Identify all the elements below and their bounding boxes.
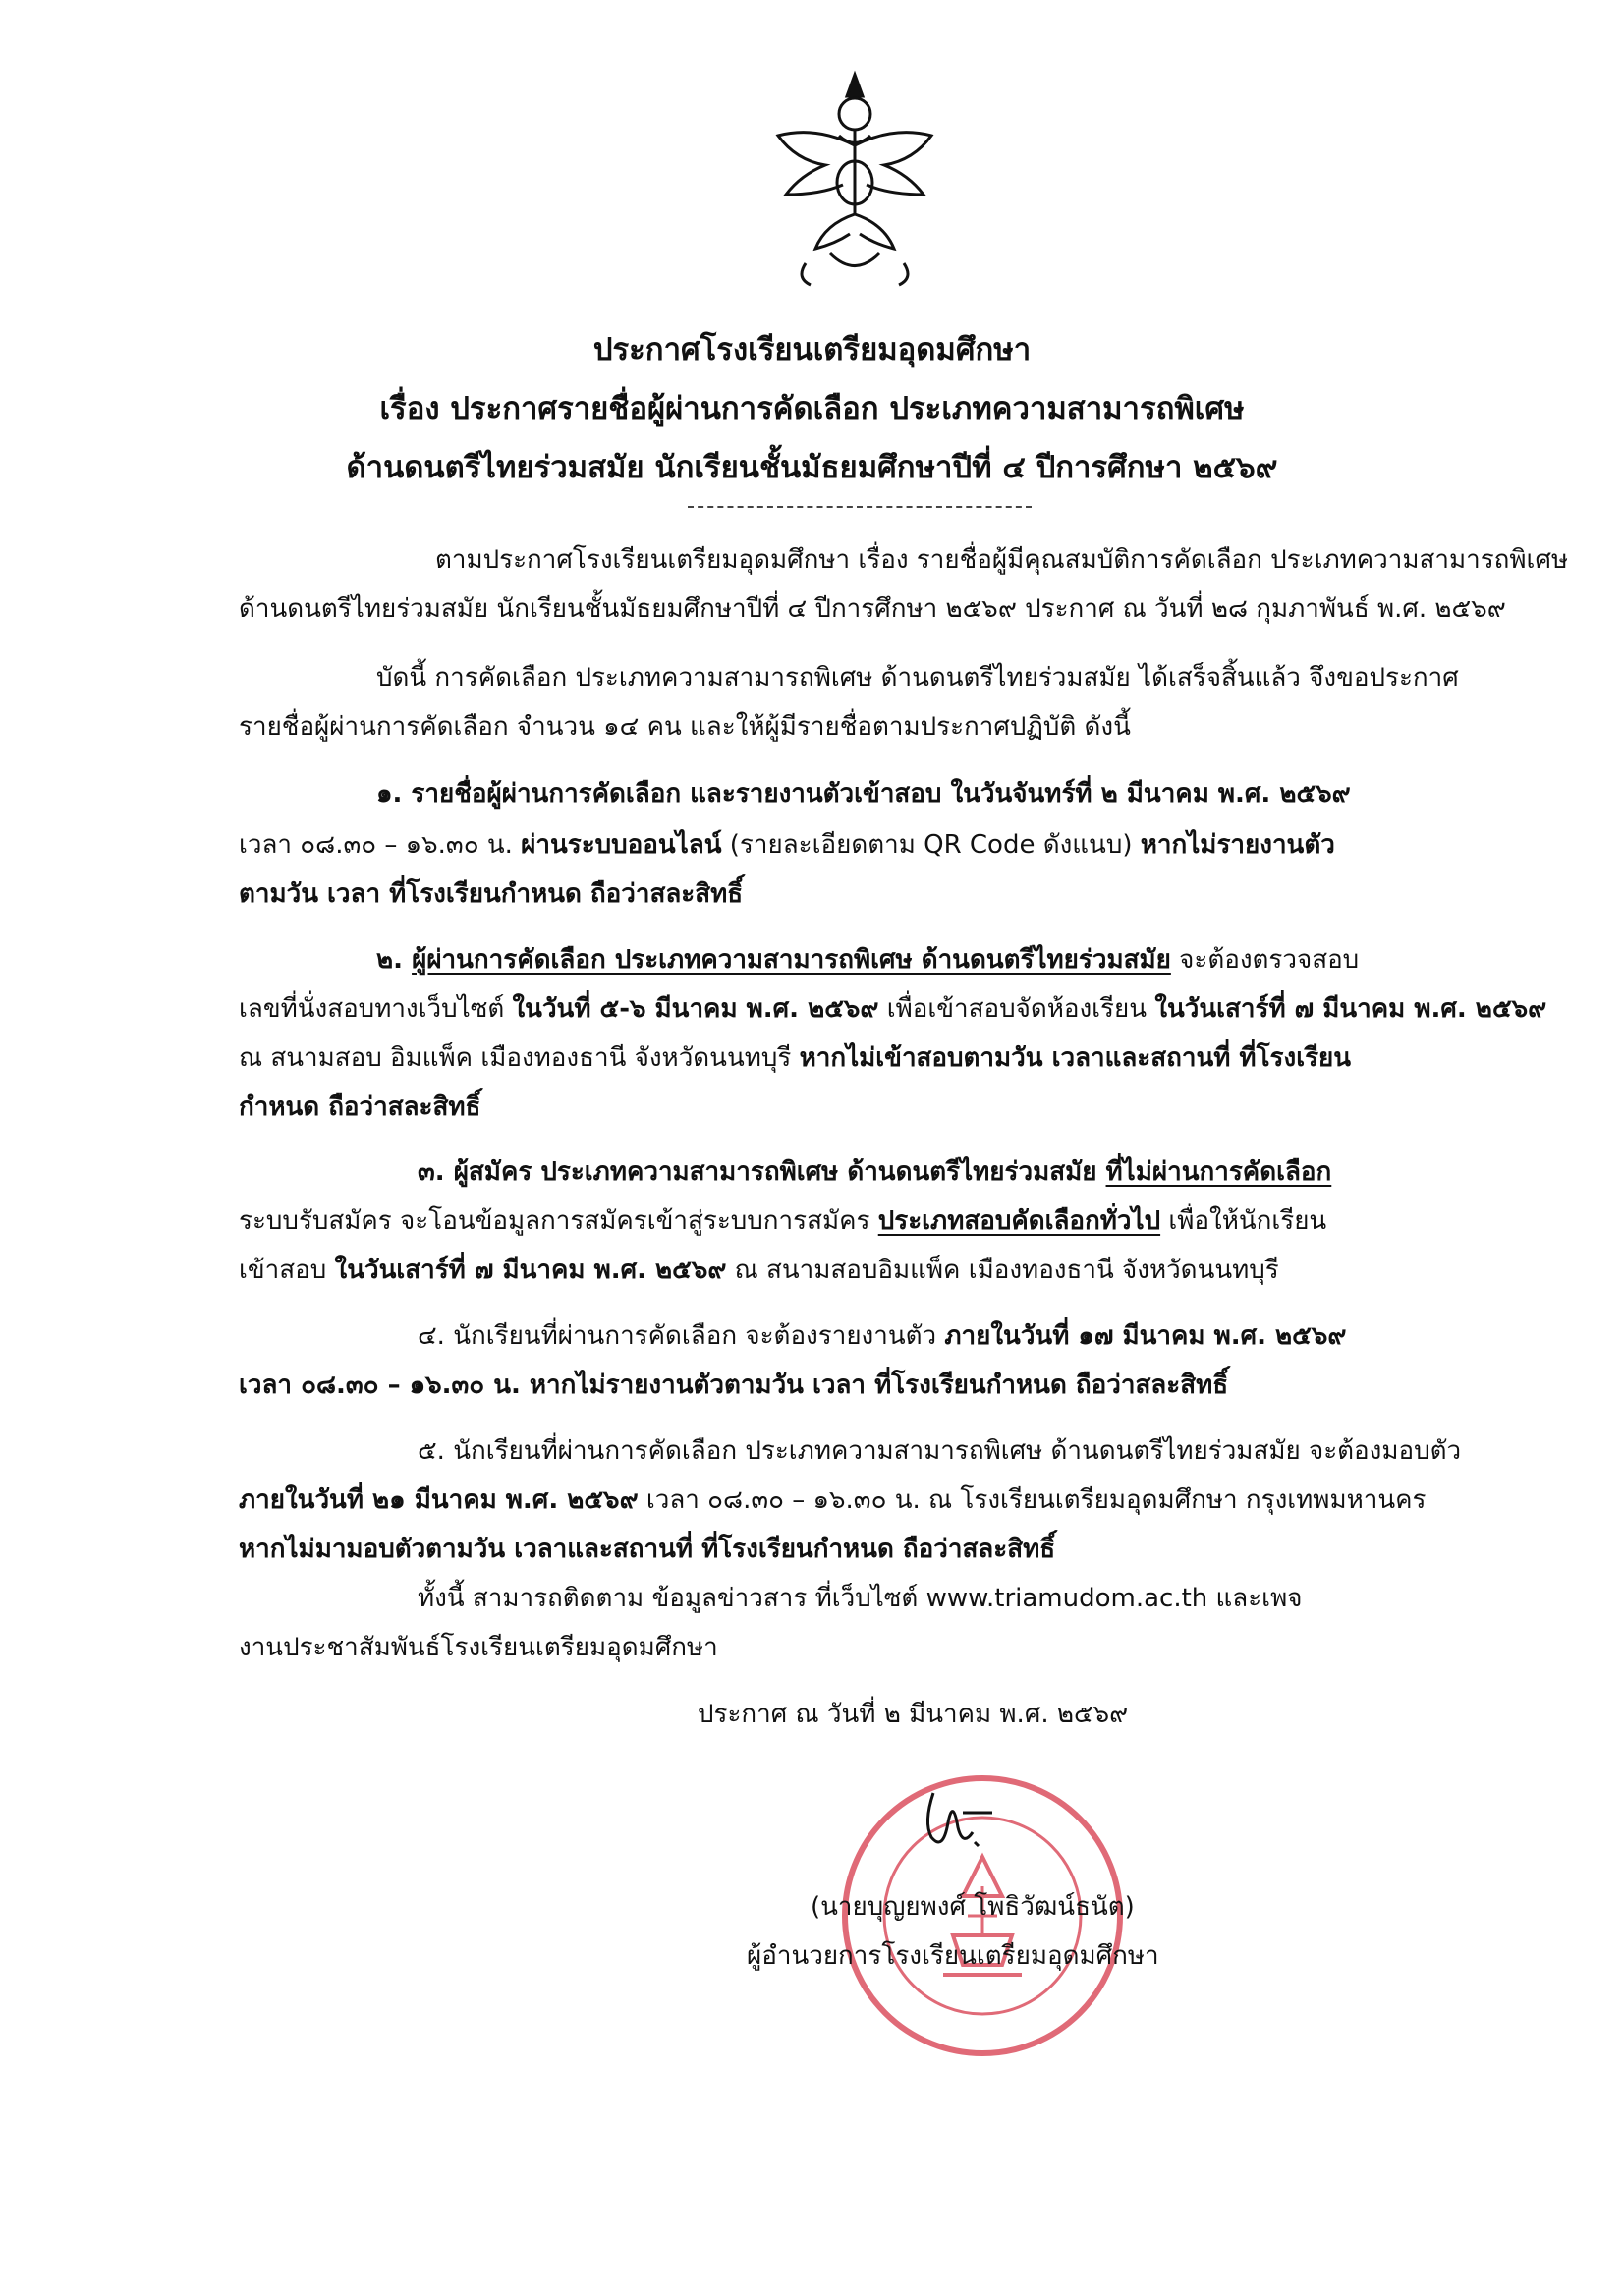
- item1-line1: ๑. รายชื่อผู้ผ่านการคัดเลือก และรายงานตัวเข้าสอบ ในวันจันทร์ที่ ๒ มีนาคม พ.ศ. ๒๕๖๙: [376, 779, 1351, 809]
- item5-line2: ภายในวันที่ ๒๑ มีนาคม พ.ศ. ๒๕๖๙ เวลา ๐๘.๓๐ – ๑๖.๓๐ น. ณ โรงเรียนเตรียมอุดมศึกษา กรุงเทพมหานคร: [239, 1485, 1427, 1515]
- now-line2: รายชื่อผู้ผ่านการคัดเลือก จำนวน ๑๔ คน และให้ผู้มีรายชื่อตามประกาศปฏิบัติ ดังนี้: [239, 712, 1131, 742]
- announcement-title: ประกาศโรงเรียนเตรียมอุดมศึกษา: [592, 332, 1032, 367]
- signatory-name: (นายบุญยพงศ์ โพธิวัฒน์ธนัต): [811, 1892, 1135, 1922]
- intro-line2: ด้านดนตรีไทยร่วมสมัย นักเรียนชั้นมัธยมศึกษาปีที่ ๔ ปีการศึกษา ๒๕๖๙ ประกาศ ณ วันที่ ๒๘ กุมภาพันธ์ พ.ศ. ๒๕๖๙: [239, 594, 1506, 624]
- garuda-emblem-icon: [756, 67, 953, 293]
- item3-line1: ๓. ผู้สมัคร ประเภทความสามารถพิเศษ ด้านดนตรีไทยร่วมสมัย ที่ไม่ผ่านการคัดเลือก: [418, 1157, 1332, 1187]
- announcement-subject: เรื่อง ประกาศรายชื่อผู้ผ่านการคัดเลือก ประเภทความสามารถพิเศษ: [379, 391, 1245, 426]
- item2-line4: กำหนด ถือว่าสละสิทธิ์: [239, 1092, 481, 1122]
- item3-line3: เข้าสอบ ในวันเสาร์ที่ ๗ มีนาคม พ.ศ. ๒๕๖๙ ณ สนามสอบอิมแพ็ค เมืองทองธานี จังหวัดนนทบุรี: [239, 1256, 1279, 1285]
- item4-line2: เวลา ๐๘.๓๐ – ๑๖.๓๐ น. หากไม่รายงานตัวตามวัน เวลา ที่โรงเรียนกำหนด ถือว่าสละสิทธิ์: [239, 1371, 1229, 1400]
- signatory-position: ผู้อำนวยการโรงเรียนเตรียมอุดมศึกษา: [747, 1941, 1159, 1971]
- item4-line1: ๔. นักเรียนที่ผ่านการคัดเลือก จะต้องรายงานตัว ภายในวันที่ ๑๗ มีนาคม พ.ศ. ๒๕๖๙: [418, 1321, 1347, 1351]
- item2-line1: ๒. ผู้ผ่านการคัดเลือก ประเภทความสามารถพิเศษ ด้านดนตรีไทยร่วมสมัย จะต้องตรวจสอบ: [376, 945, 1360, 975]
- item5-line1: ๕. นักเรียนที่ผ่านการคัดเลือก ประเภทความสามารถพิเศษ ด้านดนตรีไทยร่วมสมัย จะต้องมอบตัว: [418, 1436, 1462, 1466]
- item3-line2: ระบบรับสมัคร จะโอนข้อมูลการสมัครเข้าสู่ระบบการสมัคร ประเภทสอบคัดเลือกทั่วไป เพื่อให้นักเรียน: [239, 1206, 1327, 1236]
- title-divider: [688, 506, 1032, 508]
- intro-line1: ตามประกาศโรงเรียนเตรียมอุดมศึกษา เรื่อง รายชื่อผู้มีคุณสมบัติการคัดเลือก ประเภทความสามารถพิเศษ: [435, 545, 1569, 575]
- followup-line2: งานประชาสัมพันธ์โรงเรียนเตรียมอุดมศึกษา: [239, 1633, 718, 1662]
- announcement-date: ประกาศ ณ วันที่ ๒ มีนาคม พ.ศ. ๒๕๖๙: [698, 1700, 1129, 1729]
- announcement-subject-line2: ด้านดนตรีไทยร่วมสมัย นักเรียนชั้นมัธยมศึกษาปีที่ ๔ ปีการศึกษา ๒๕๖๙: [346, 450, 1278, 485]
- followup-line1: ทั้งนี้ สามารถติดตาม ข้อมูลข่าวสาร ที่เว็บไซต์ www.triamudom.ac.th และเพจ: [418, 1584, 1303, 1613]
- director-signature: [904, 1783, 1012, 1862]
- item5-line3: หากไม่มามอบตัวตามวัน เวลาและสถานที่ ที่โรงเรียนกำหนด ถือว่าสละสิทธิ์: [239, 1535, 1056, 1564]
- now-line1: บัดนี้ การคัดเลือก ประเภทความสามารถพิเศษ ด้านดนตรีไทยร่วมสมัย ได้เสร็จสิ้นแล้ว จึงขอประกาศ: [376, 663, 1459, 693]
- item1-line3: ตามวัน เวลา ที่โรงเรียนกำหนด ถือว่าสละสิทธิ์: [239, 879, 744, 909]
- item1-line2: เวลา ๐๘.๓๐ – ๑๖.๓๐ น. ผ่านระบบออนไลน์ (รายละเอียดตาม QR Code ดังแนบ) หากไม่รายงานตัว: [239, 830, 1335, 860]
- item2-line2: เลขที่นั่งสอบทางเว็บไซต์ ในวันที่ ๕-๖ มีนาคม พ.ศ. ๒๕๖๙ เพื่อเข้าสอบจัดห้องเรียน ในวันเสาร์ที่ ๗ มีนาคม พ.ศ. ๒๕๖๙: [239, 994, 1547, 1024]
- item2-line3: ณ สนามสอบ อิมแพ็ค เมืองทองธานี จังหวัดนนทบุรี หากไม่เข้าสอบตามวัน เวลาและสถานที่ ที่โรงเรียน: [239, 1043, 1352, 1073]
